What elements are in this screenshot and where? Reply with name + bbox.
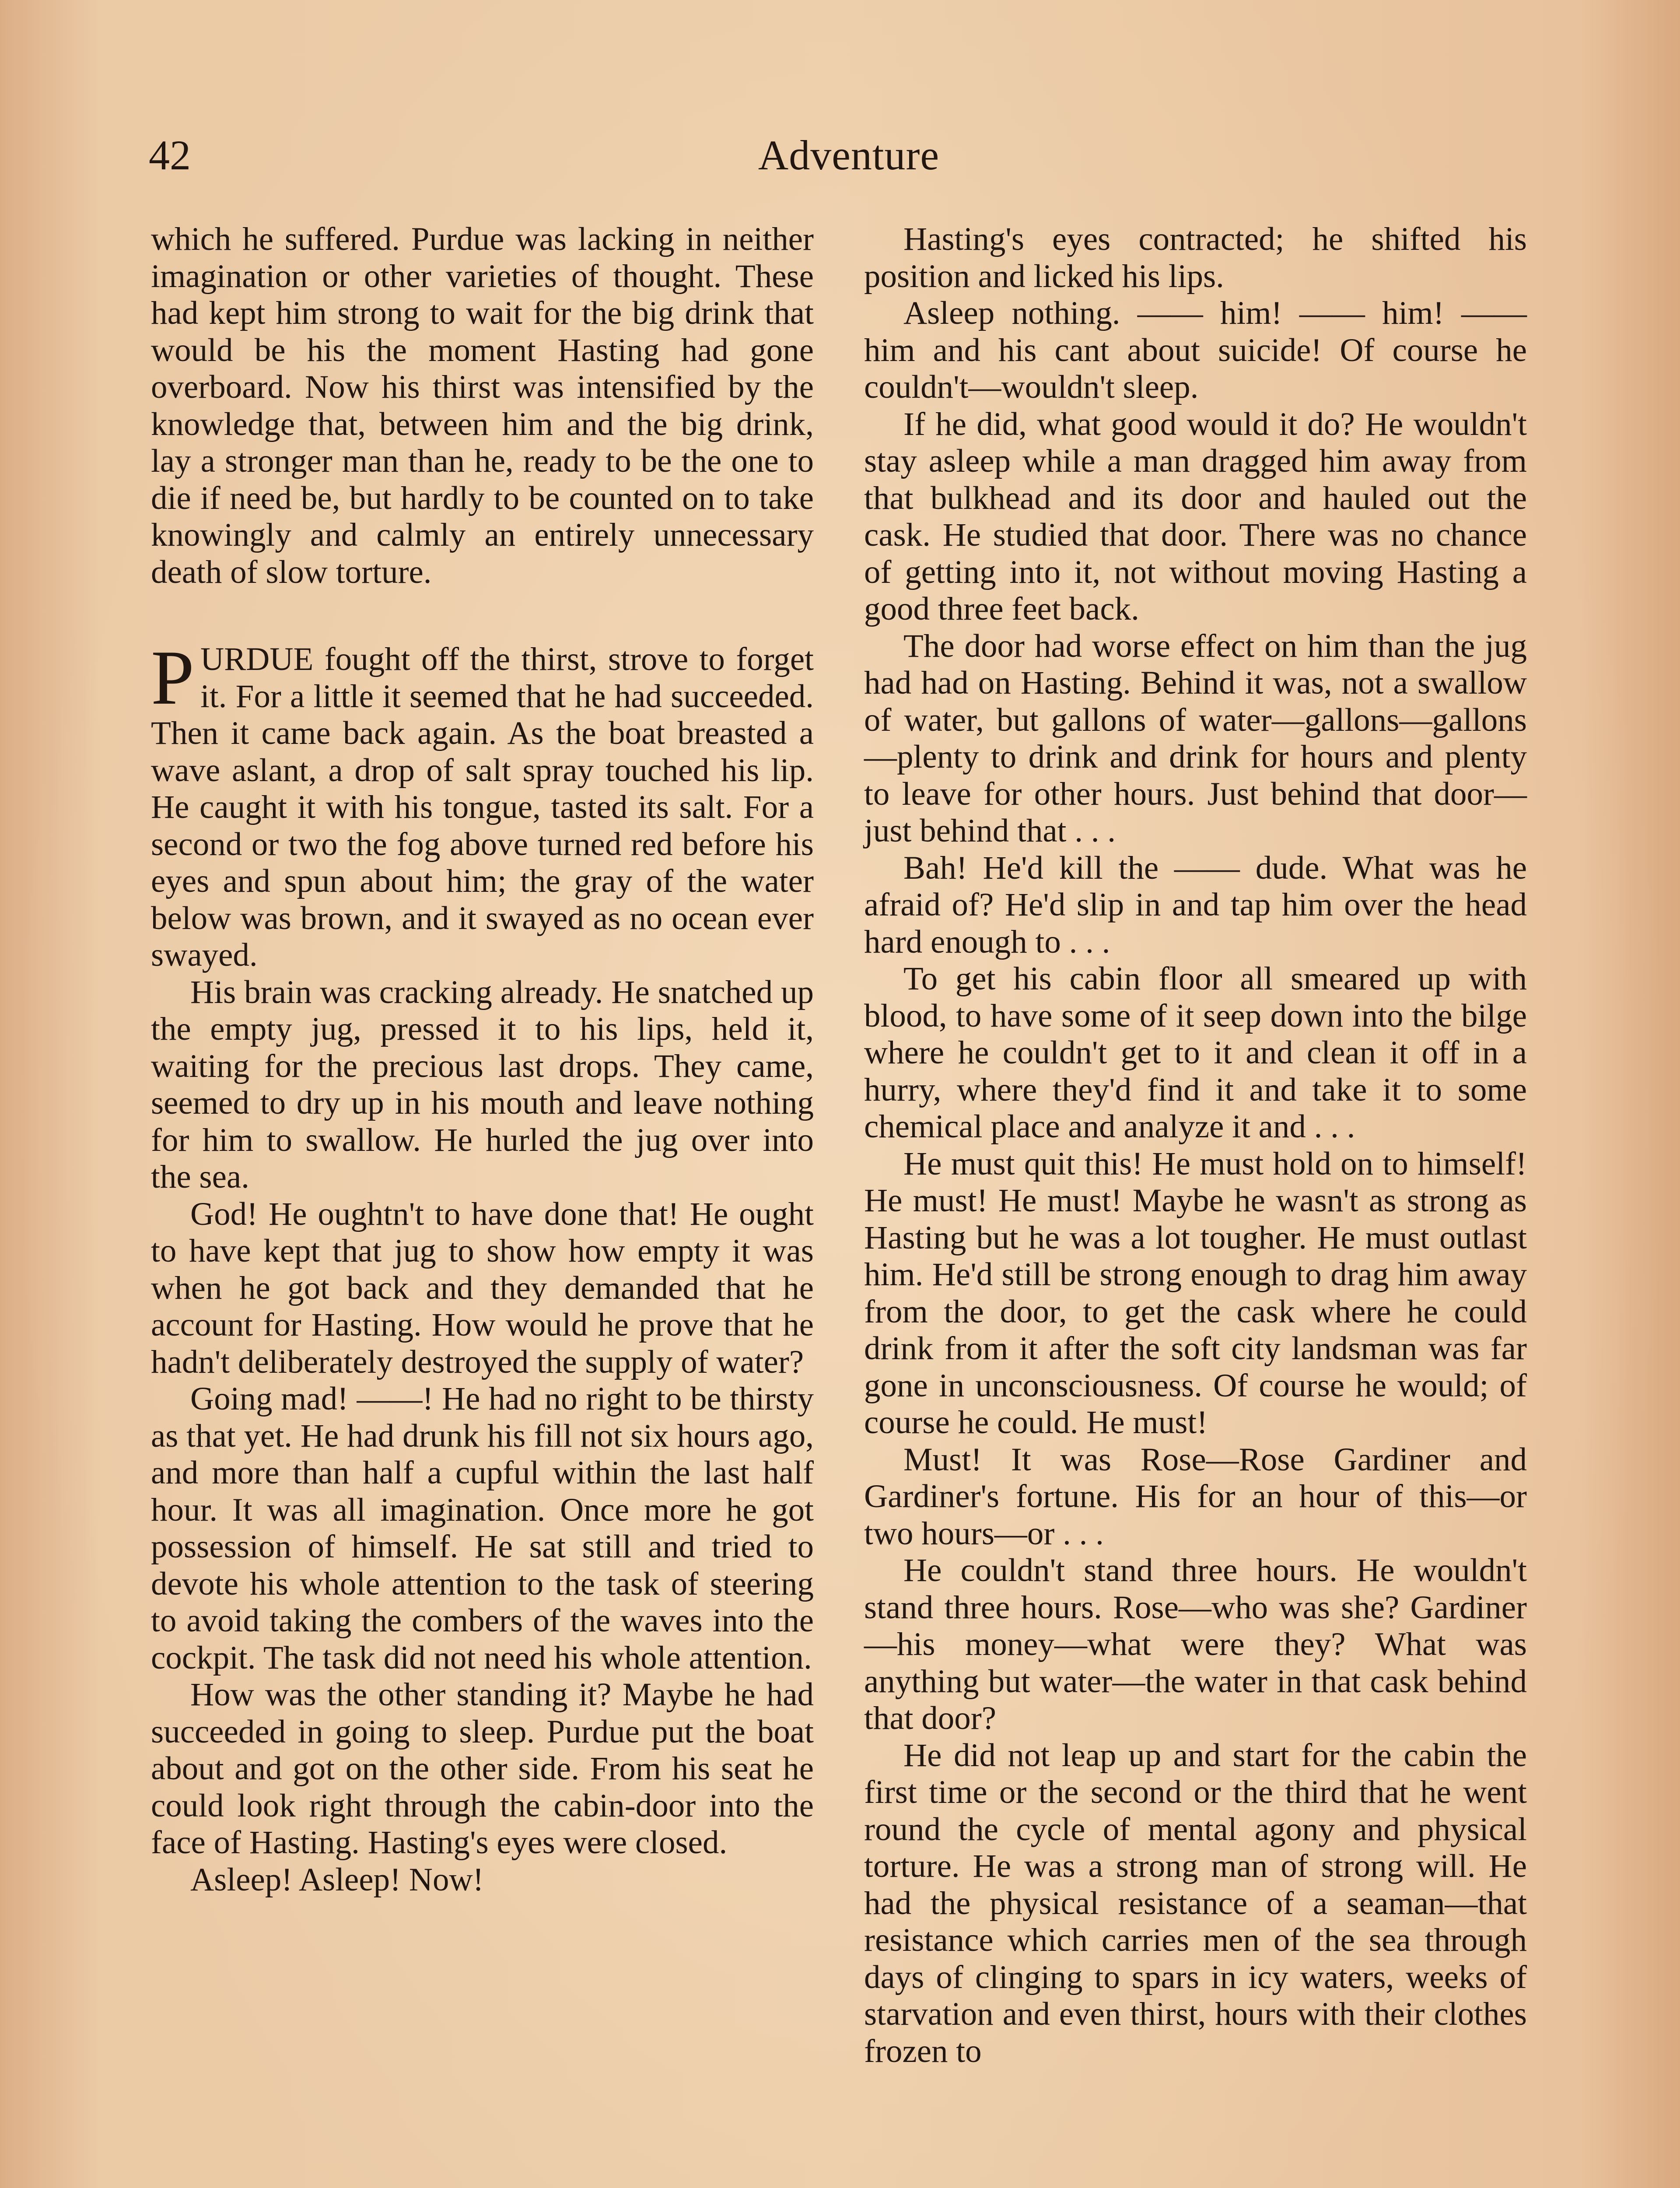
left-column [151, 221, 814, 1898]
paragraph: The door had worse effect on him than the jug had had on Hasting. Behind it was, not a swallow of water, but gallons of water—gallons—gallons—plenty to drink and drink for hours and plenty to leave for other hours. Just behind that door—just behind that . . . [864, 628, 1527, 849]
paragraph: He did not leap up and start for the cabin the first time or the second or the third that he went round the cycle of mental agony and physical torture. He was a strong man of strong will. He had the physical resistance of a seaman—that resistance which carries men of the sea through days of clinging to spars in icy waters, weeks of starvation and even thirst, hours with their clothes frozen to [864, 1737, 1527, 2069]
paragraph: which he suffered. Purdue was lacking in neither imagination or other varieties of thought. These had kept him strong to wait for the big drink that would be his the moment Hasting had gone overboard. Now his thirst was intensified by the knowledge that, between him and the big drink, lay a stronger man than he, ready to be the one to die if need be, but hardly to be counted on to take knowingly and calmly an entirely unnecessary death of slow torture. [151, 221, 814, 590]
page-header [149, 127, 1549, 184]
paragraph-text: URDUE fought off the thirst, strove to forget it. For a little it seemed that he had succeeded. Then it came back again. As the boat breasted a wave aslant, a drop of salt spray touched his lip. He caught it with his tongue, tasted its salt. For a second or two the fog above turned red before his eyes and spun about him; the gray of the water below was brown, and it swayed as no ocean ever swayed. [151, 641, 814, 973]
magazine-title: Adventure [758, 132, 940, 179]
paragraph: God! He oughtn't to have done that! He ought to have kept that jug to show how empty it was when he got back and they demanded that he account for Hasting. How would he prove that he hadn't deliberately destroyed the supply of water? [151, 1196, 814, 1380]
paragraph: He couldn't stand three hours. He wouldn't stand three hours. Rose—who was she? Gardiner—his money—what were they? What was anything but water—the water in that cask behind that door? [864, 1552, 1527, 1736]
paragraph: Hasting's eyes contracted; he shifted his position and licked his lips. [864, 221, 1527, 295]
right-column [864, 221, 1527, 2070]
page-number: 42 [149, 132, 191, 179]
paragraph: To get his cabin floor all smeared up with blood, to have some of it seep down into the bilge where he couldn't get to it and clean it off in a hurry, where they'd find it and take it to some chemical place and analyze it and . . . [864, 961, 1527, 1145]
paragraph-drop-cap [151, 634, 814, 974]
paragraph: He must quit this! He must hold on to himself! He must! He must! Maybe he wasn't as strong as Hasting but he was a lot tougher. He must outlast him. He'd still be strong enough to drag him away from the door, to get the cask where he could drink from it after the soft city landsman was far gone in unconsciousness. Of course he would; of course he could. He must! [864, 1145, 1527, 1441]
paragraph: Asleep nothing. —— him! —— him! —— him and his cant about suicide! Of course he couldn't—wouldn't sleep. [864, 295, 1527, 405]
paragraph: How was the other standing it? Maybe he had succeeded in going to sleep. Purdue put the boat about and got on the other side. From his seat he could look right through the cabin-door into the face of Hasting. Hasting's eyes were closed. [151, 1676, 814, 1861]
paragraph: Asleep! Asleep! Now! [190, 1861, 484, 1898]
drop-cap: P [151, 634, 194, 721]
paragraph: If he did, what good would it do? He wouldn't stay asleep while a man dragged him away from that bulkhead and its door and hauled out the cask. He studied that door. There was no chance of getting into it, not without moving Hasting a good three feet back. [864, 406, 1527, 627]
paragraph: Must! It was Rose—Rose Gardiner and Gardiner's fortune. His for an hour of this—or two hours—or . . . [864, 1441, 1527, 1552]
paragraph: His brain was cracking already. He snatched up the empty jug, pressed it to his lips, held it, waiting for the precious last drops. They came, seemed to dry up in his mouth and leave nothing for him to swallow. He hurled the jug over into the sea. [151, 974, 814, 1195]
paragraph: Bah! He'd kill the —— dude. What was he afraid of? He'd slip in and tap him over the head hard enough to . . . [864, 849, 1527, 960]
paragraph: Going mad! ——! He had no right to be thirsty as that yet. He had drunk his fill not six hours ago, and more than half a cupful within the last half hour. It was all imagination. Once more he got possession of himself. He sat still and tried to devote his whole attention to the task of steering to avoid taking the combers of the waves into the cockpit. The task did not need his whole attention. [151, 1381, 814, 1676]
